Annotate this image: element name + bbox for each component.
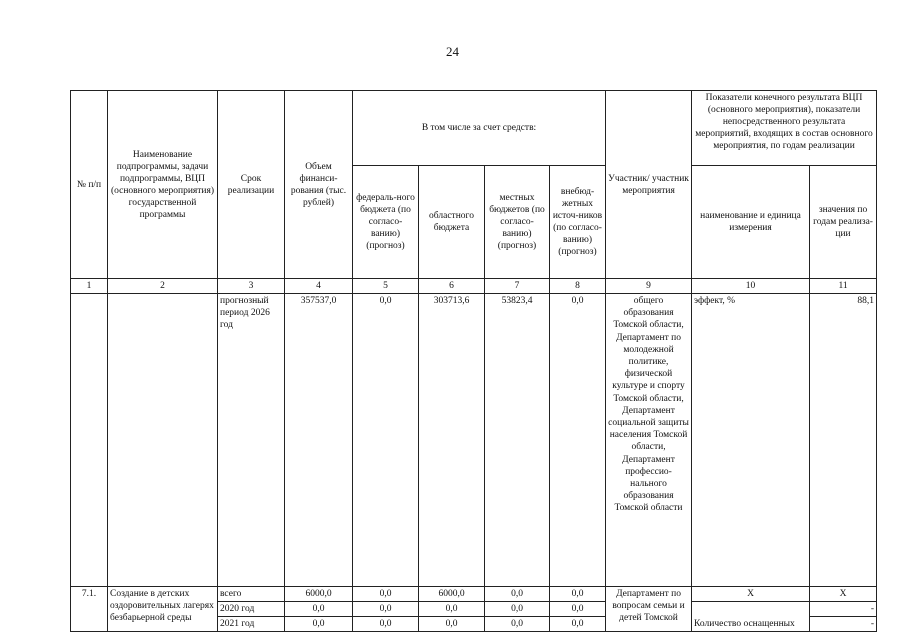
colnum-8: 8: [550, 279, 606, 294]
header-federal: федераль-ного бюджета (по согласо-ванию) (прогноз): [353, 166, 419, 279]
row71-total-2021: 0,0: [285, 617, 353, 632]
row71-period-2020: 2020 год: [218, 602, 285, 617]
forecast-offbudget: 0,0: [550, 294, 606, 587]
forecast-regional: 303713,6: [419, 294, 485, 587]
header-name: Наименование подпрограммы, задачи подпрограммы, ВЦП (основного мероприятия) государственной программы: [108, 91, 218, 279]
row71-local-total: 0,0: [485, 587, 550, 602]
row71-period-total: всего: [218, 587, 285, 602]
forecast-num: [71, 294, 108, 587]
colnum-2: 2: [108, 279, 218, 294]
header-period: Срок реализации: [218, 91, 285, 279]
forecast-local: 53823,4: [485, 294, 550, 587]
row71-participant: Департамент по вопросам семьи и детей Томской: [606, 587, 692, 632]
header-local: местных бюджетов (по согласо-ванию) (прогноз): [485, 166, 550, 279]
forecast-participant: общего образования Томской области, Департамент по молодежной политике, физической культуре и спорту Томской области, Департамент социальной защиты населения Томской области, Департамент профессио-нального образования Томской области: [606, 294, 692, 587]
row71-value-2020: -: [810, 602, 877, 617]
colnum-10: 10: [692, 279, 810, 294]
row71-name: Создание в детских оздоровительных лагерях безбарьерной среды: [108, 587, 218, 632]
header-row-1: [71, 91, 877, 166]
colnum-9: 9: [606, 279, 692, 294]
row71-local-2021: 0,0: [485, 617, 550, 632]
row71-value-2021: -: [810, 617, 877, 632]
row71-regional-2020: 0,0: [419, 602, 485, 617]
header-indicators-group: Показатели конечного результата ВЦП (основного мероприятия), показатели непосредственного результата мероприятий, входящих в состав основного мероприятия, по годам реализации: [692, 91, 877, 166]
row71-regional-2021: 0,0: [419, 617, 485, 632]
row71-total-2020: 0,0: [285, 602, 353, 617]
row71-federal-2021: 0,0: [353, 617, 419, 632]
row71-offbudget-2021: 0,0: [550, 617, 606, 632]
row71-period-2021: 2021 год: [218, 617, 285, 632]
colnum-11: 11: [810, 279, 877, 294]
forecast-period: прогнозный период 2026 год: [218, 294, 285, 587]
colnum-5: 5: [353, 279, 419, 294]
colnum-4: 4: [285, 279, 353, 294]
row71-offbudget-total: 0,0: [550, 587, 606, 602]
colnum-7: 7: [485, 279, 550, 294]
table-row-forecast: [71, 294, 877, 587]
row71-indicator-name: Количество оснащенных: [692, 602, 810, 632]
header-total: Объем финанси-рования (тыс. рублей): [285, 91, 353, 279]
row71-offbudget-2020: 0,0: [550, 602, 606, 617]
row71-total-total: 6000,0: [285, 587, 353, 602]
colnum-6: 6: [419, 279, 485, 294]
forecast-federal: 0,0: [353, 294, 419, 587]
financing-table: [70, 90, 877, 632]
row71-value-x: Х: [810, 587, 877, 602]
header-sources-group: В том числе за счет средств:: [353, 91, 606, 166]
forecast-total: 357537,0: [285, 294, 353, 587]
column-numbers-row: [71, 279, 877, 294]
row71-federal-2020: 0,0: [353, 602, 419, 617]
forecast-value: 88,1: [810, 294, 877, 587]
forecast-indicator: эффект, %: [692, 294, 810, 587]
colnum-3: 3: [218, 279, 285, 294]
table-row-7-1-total: [71, 587, 877, 602]
header-offbudget: внебюд-жетных источ-ников (по согласо-ванию) (прогноз): [550, 166, 606, 279]
row71-federal-total: 0,0: [353, 587, 419, 602]
page-number: 24: [446, 44, 459, 59]
header-regional: областного бюджета: [419, 166, 485, 279]
row71-local-2020: 0,0: [485, 602, 550, 617]
row71-num: 7.1.: [71, 587, 108, 632]
row71-indicator-x: Х: [692, 587, 810, 602]
header-indicator-value: значения по годам реализа-ции: [810, 166, 877, 279]
header-participant: Участник/ участник мероприятия: [606, 91, 692, 279]
colnum-1: 1: [71, 279, 108, 294]
row71-regional-total: 6000,0: [419, 587, 485, 602]
forecast-name: [108, 294, 218, 587]
header-num: № п/п: [71, 91, 108, 279]
header-indicator-name: наименование и единица измерения: [692, 166, 810, 279]
